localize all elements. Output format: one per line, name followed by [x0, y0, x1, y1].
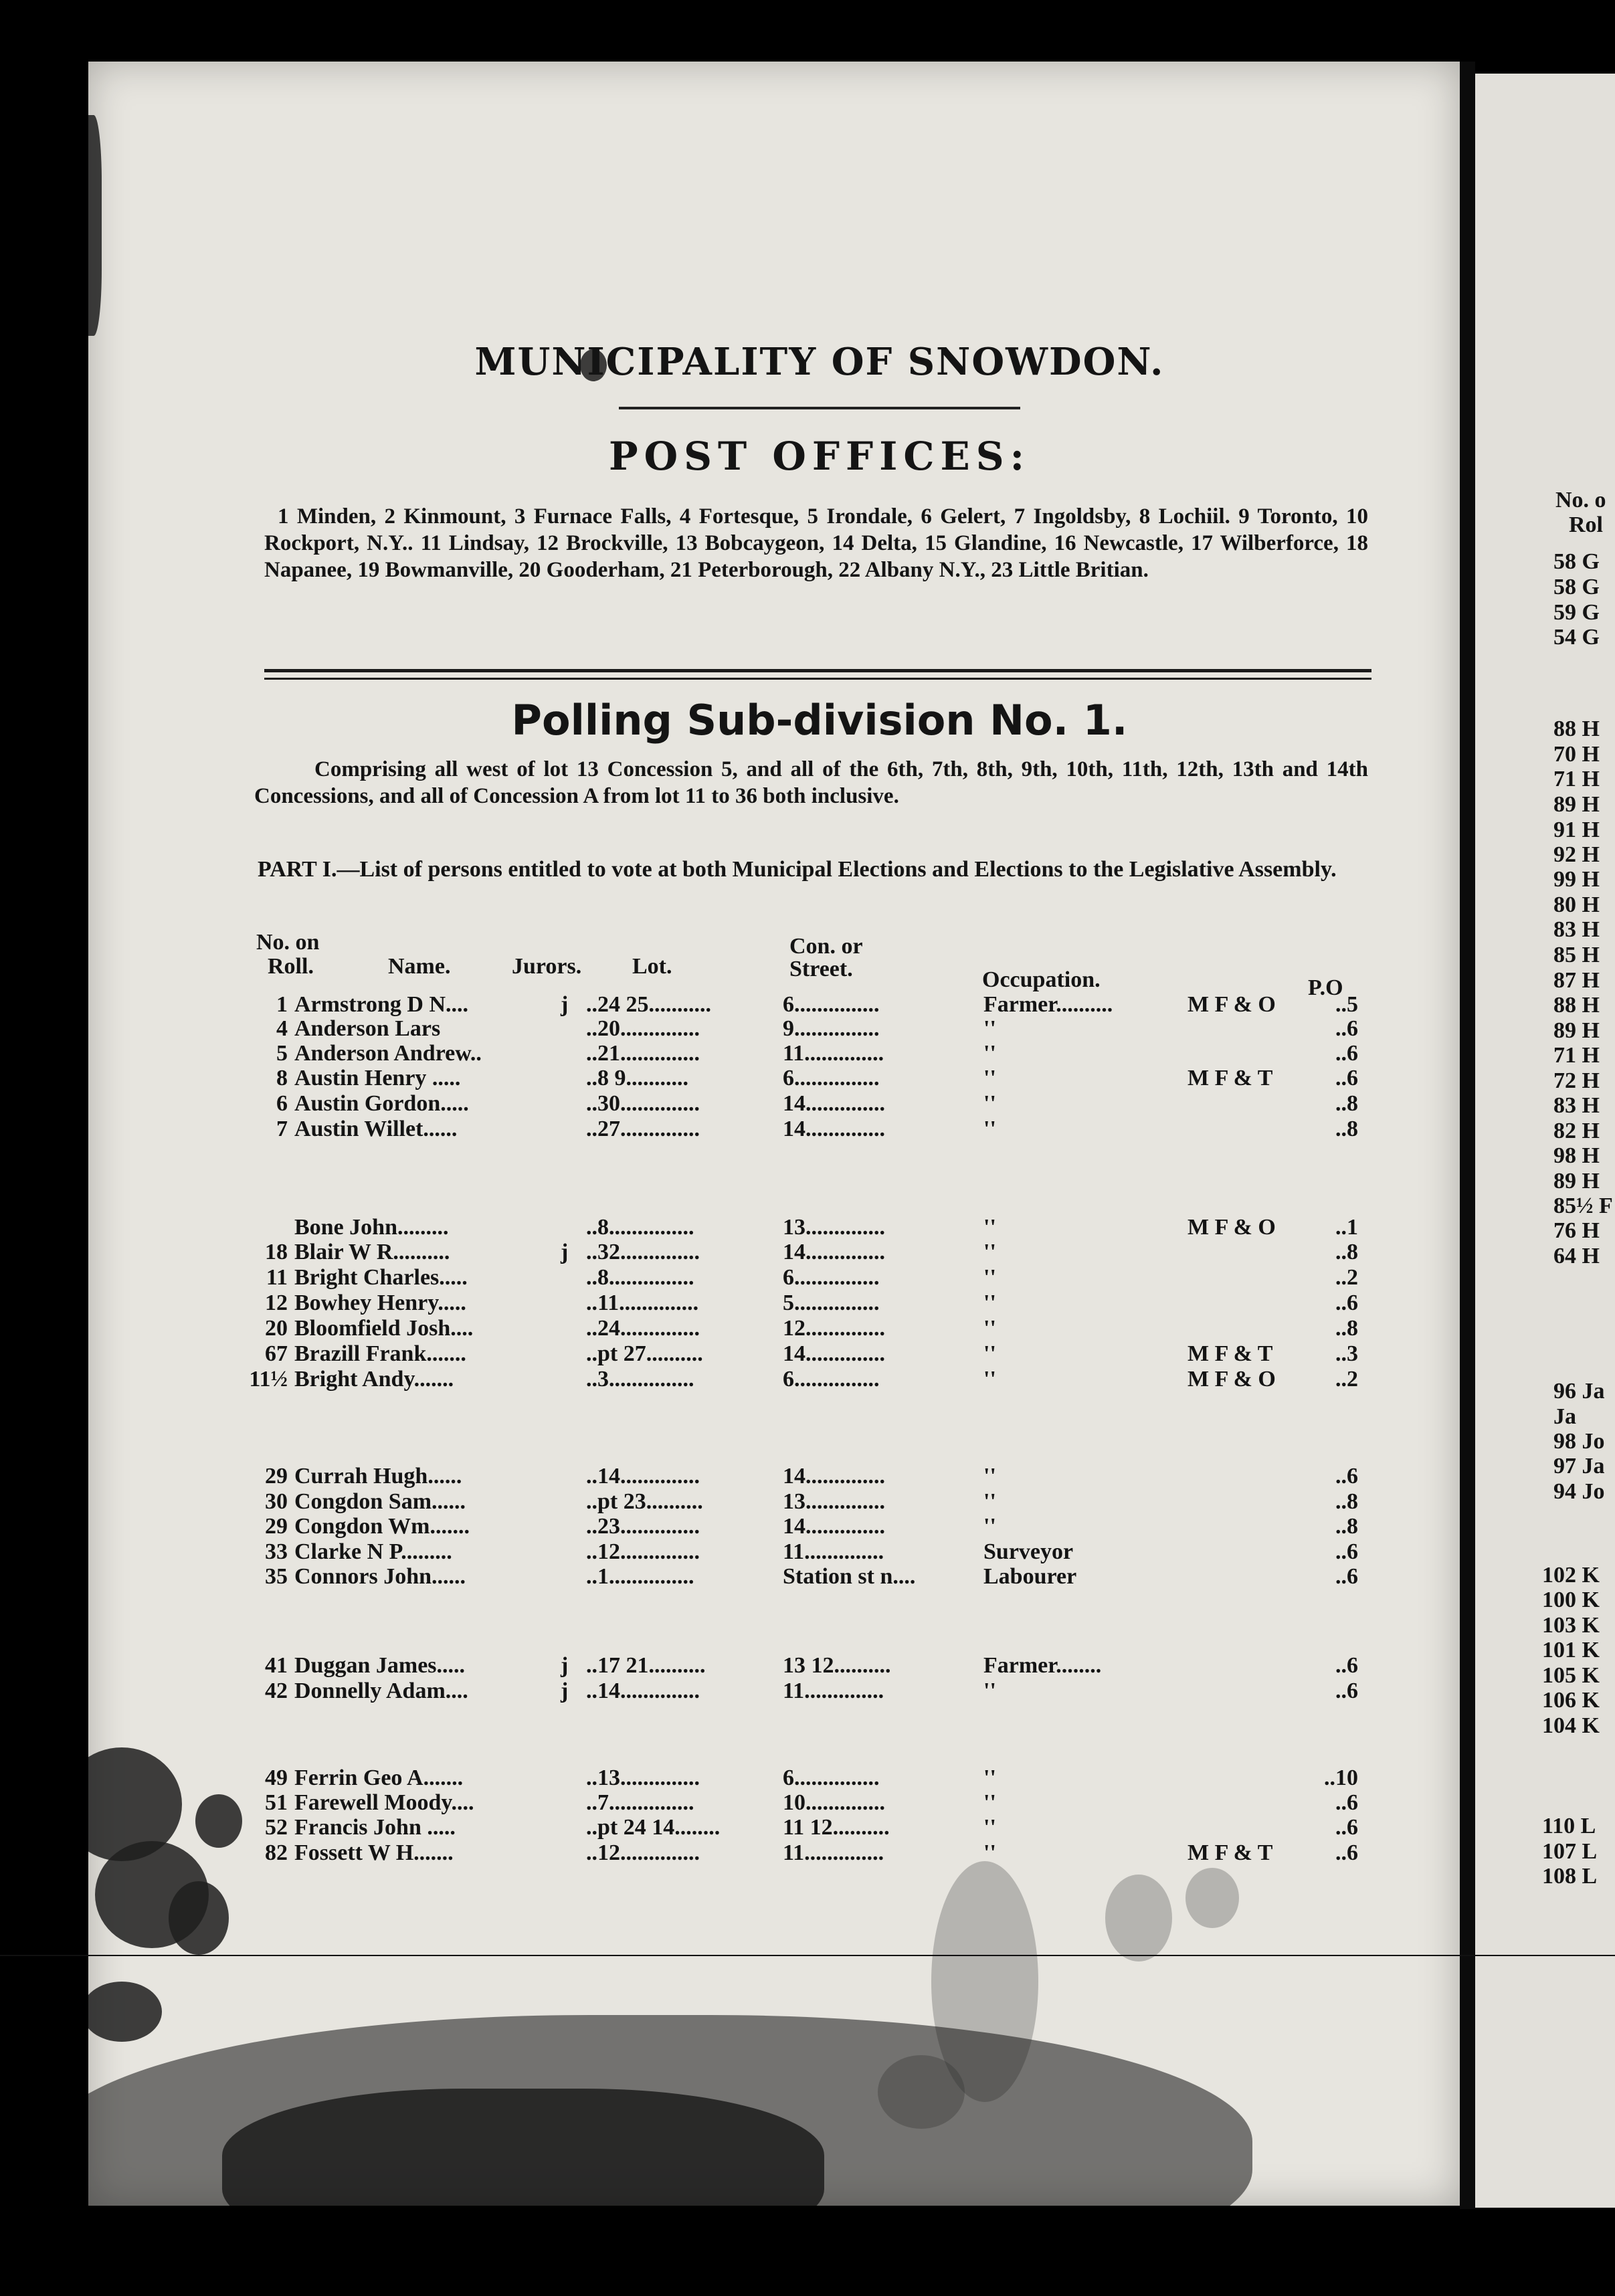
cell-jur: j: [561, 992, 569, 1017]
section-rule-bottom: [264, 678, 1371, 680]
table-row: [0, 1214, 1615, 1241]
cell-lot: ..20..............: [586, 1016, 700, 1041]
cell-con: 6...............: [783, 1765, 880, 1790]
table-row: [0, 1678, 1615, 1705]
cell-occ: '': [983, 1765, 996, 1790]
cell-name: Anderson Andrew..: [294, 1041, 482, 1066]
cell-con: 14..............: [783, 1514, 885, 1539]
page-title: MUNICIPALITY OF SNOWDON.: [474, 340, 1165, 384]
right-page-row: 97 Ja: [1553, 1454, 1605, 1478]
cell-po: ..6: [1335, 1041, 1358, 1066]
section-title: Polling Sub-division No. 1.: [511, 696, 1128, 745]
cell-name: Francis John .....: [294, 1815, 456, 1840]
table-row: [0, 1652, 1615, 1679]
cell-con: 11..............: [783, 1679, 884, 1703]
page-edge-damage: [88, 115, 102, 336]
right-page-row: 101 K: [1542, 1638, 1600, 1662]
cell-occ: Farmer........: [983, 1653, 1102, 1678]
cell-con: 6...............: [783, 1265, 880, 1290]
cell-occ: '': [983, 1240, 996, 1264]
right-page-row: 71 H: [1553, 767, 1600, 791]
table-row: [0, 1090, 1615, 1117]
cell-no: 20: [265, 1316, 288, 1341]
cell-lot: ..21..............: [586, 1041, 700, 1066]
section-rule-top: [264, 669, 1371, 672]
cell-con: 11..............: [783, 1539, 884, 1564]
cell-lot: ..23..............: [586, 1514, 700, 1539]
table-row: [0, 1065, 1615, 1092]
cell-occ: '': [983, 1066, 996, 1090]
cell-lot: ..24..............: [586, 1316, 700, 1341]
cell-occ: '': [983, 1489, 996, 1514]
cell-con: 10..............: [783, 1790, 885, 1815]
cell-po: ..2: [1335, 1367, 1358, 1392]
table-row: [0, 1040, 1615, 1067]
cell-occ: Farmer..........: [983, 992, 1113, 1017]
table-row: [0, 1264, 1615, 1291]
right-page-row: 89 H: [1553, 792, 1600, 817]
cell-po: ..8: [1335, 1316, 1358, 1341]
cell-no: 12: [265, 1290, 288, 1315]
right-page-row: 104 K: [1542, 1713, 1600, 1738]
cell-con: 13..............: [783, 1489, 885, 1514]
cell-no: 11½: [249, 1367, 288, 1392]
table-row: [0, 1539, 1615, 1565]
col-header-po: P.O: [1308, 975, 1343, 1000]
cell-occ: '': [983, 1514, 996, 1539]
cell-con: 11 12..........: [783, 1815, 890, 1840]
right-page-row: 88 H: [1553, 716, 1600, 741]
cell-no: 11: [266, 1265, 288, 1290]
right-page-row: 89 H: [1553, 1169, 1600, 1193]
cell-name: Fossett W H.......: [294, 1840, 454, 1865]
cell-mf: M F & O: [1188, 1215, 1276, 1240]
table-row: [0, 1513, 1615, 1540]
cell-name: Bone John.........: [294, 1215, 449, 1240]
table-row: [0, 1116, 1615, 1143]
cell-mf: M F & T: [1188, 1840, 1273, 1865]
cell-no: 35: [265, 1564, 288, 1589]
right-page-row: 85½ F: [1553, 1193, 1613, 1218]
cell-name: Donnelly Adam....: [294, 1679, 468, 1703]
cell-mf: M F & T: [1188, 1066, 1273, 1090]
right-page-row: 64 H: [1553, 1244, 1600, 1268]
cell-con: 14..............: [783, 1341, 885, 1366]
right-page-row: 87 H: [1553, 968, 1600, 993]
cell-occ: Labourer: [983, 1564, 1077, 1589]
cell-po: ..6: [1335, 1653, 1358, 1678]
cell-occ: '': [983, 1016, 996, 1041]
cell-no: 7: [276, 1117, 288, 1141]
right-page-row: 99 H: [1553, 867, 1600, 892]
cell-po: ..6: [1335, 1840, 1358, 1865]
cell-con: 5...............: [783, 1290, 880, 1315]
cell-mf: M F & O: [1188, 992, 1276, 1017]
cell-lot: ..12..............: [586, 1539, 700, 1564]
cell-name: Currah Hugh......: [294, 1464, 462, 1489]
right-page-row: 88 H: [1553, 993, 1600, 1018]
cell-no: 51: [265, 1790, 288, 1815]
cell-name: Blair W R..........: [294, 1240, 450, 1264]
table-row: [0, 1790, 1615, 1816]
right-page-row: 98 H: [1553, 1143, 1600, 1168]
cell-name: Congdon Sam......: [294, 1489, 466, 1514]
cell-lot: ..7...............: [586, 1790, 694, 1815]
cell-lot: ..8...............: [586, 1215, 694, 1240]
cell-name: Ferrin Geo A.......: [294, 1765, 464, 1790]
cell-no: 4: [276, 1016, 288, 1041]
cell-name: Bright Charles.....: [294, 1265, 468, 1290]
water-stain: [88, 1982, 162, 2042]
right-page-row: 76 H: [1553, 1218, 1600, 1243]
table-row: [0, 1315, 1615, 1342]
table-row: [0, 1290, 1615, 1317]
scan-line: [0, 1955, 1615, 1956]
cell-occ: Surveyor: [983, 1539, 1074, 1564]
cell-con: 6...............: [783, 1066, 880, 1090]
cell-lot: ..14..............: [586, 1679, 700, 1703]
cell-lot: ..24 25...........: [586, 992, 711, 1017]
bottom-stain: [222, 2089, 824, 2206]
water-stain: [169, 1881, 229, 1955]
right-page-row: Ja: [1553, 1404, 1576, 1429]
water-stain: [1105, 1875, 1172, 1962]
right-page-row: 92 H: [1553, 842, 1600, 867]
col-header-lot: Lot.: [632, 954, 672, 979]
cell-occ: '': [983, 1091, 996, 1116]
right-page-row: 100 K: [1542, 1588, 1600, 1612]
table-row: [0, 1463, 1615, 1490]
right-page-row: 59 G: [1553, 600, 1600, 625]
cell-no: 49: [265, 1765, 288, 1790]
right-page-row: 105 K: [1542, 1663, 1600, 1688]
cell-jur: j: [561, 1679, 569, 1703]
right-page-row: 82 H: [1553, 1119, 1600, 1143]
cell-lot: ..13..............: [586, 1765, 700, 1790]
cell-occ: '': [983, 1041, 996, 1066]
cell-no: 8: [276, 1066, 288, 1090]
cell-no: 67: [265, 1341, 288, 1366]
cell-po: ..8: [1335, 1117, 1358, 1141]
water-stain: [1185, 1868, 1239, 1928]
cell-con: 14..............: [783, 1091, 885, 1116]
right-page-row: 98 Jo: [1553, 1429, 1605, 1454]
title-rule: [619, 407, 1020, 409]
post-offices-heading: POST OFFICES:: [608, 434, 1031, 479]
cell-occ: '': [983, 1316, 996, 1341]
cell-lot: ..17 21..........: [586, 1653, 706, 1678]
cell-name: Armstrong D N....: [294, 992, 469, 1017]
cell-po: ..6: [1335, 1016, 1358, 1041]
cell-po: ..2: [1335, 1265, 1358, 1290]
cell-con: 11..............: [783, 1041, 884, 1066]
cell-occ: '': [983, 1679, 996, 1703]
cell-lot: ..8 9...........: [586, 1066, 688, 1090]
cell-lot: ..8...............: [586, 1265, 694, 1290]
table-row: [0, 1239, 1615, 1266]
cell-no: 33: [265, 1539, 288, 1564]
right-page-row: 71 H: [1553, 1043, 1600, 1068]
cell-mf: M F & O: [1188, 1367, 1276, 1392]
cell-po: ..3: [1335, 1341, 1358, 1366]
cell-name: Farewell Moody....: [294, 1790, 474, 1815]
cell-occ: '': [983, 1341, 996, 1366]
table-row: [0, 1765, 1615, 1792]
cell-jur: j: [561, 1653, 569, 1678]
right-page-header: Rol: [1569, 512, 1603, 537]
table-row: [0, 1341, 1615, 1367]
col-header-occupation: Occupation.: [982, 967, 1101, 992]
cell-po: ..6: [1335, 1290, 1358, 1315]
cell-con: 14..............: [783, 1464, 885, 1489]
cell-lot: ..pt 27..........: [586, 1341, 703, 1366]
cell-occ: '': [983, 1290, 996, 1315]
table-row: [0, 1563, 1615, 1590]
right-page-row: 70 H: [1553, 742, 1600, 767]
cell-jur: j: [561, 1240, 569, 1264]
cell-po: ..8: [1335, 1091, 1358, 1116]
col-header-no-line1: No. on: [256, 930, 320, 955]
cell-con: 12..............: [783, 1316, 885, 1341]
table-row: [0, 1366, 1615, 1393]
cell-po: ..8: [1335, 1240, 1358, 1264]
right-page-row: 103 K: [1542, 1613, 1600, 1638]
cell-no: 29: [265, 1514, 288, 1539]
cell-po: ..6: [1335, 1539, 1358, 1564]
right-page-row: 107 L: [1542, 1839, 1598, 1864]
table-row: [0, 1489, 1615, 1515]
col-header-con-line2: Street.: [789, 957, 853, 981]
cell-name: Brazill Frank.......: [294, 1341, 466, 1366]
cell-con: Station st n....: [783, 1564, 916, 1589]
cell-name: Connors John......: [294, 1564, 466, 1589]
cell-lot: ..27..............: [586, 1117, 700, 1141]
cell-name: Bowhey Henry.....: [294, 1290, 466, 1315]
cell-po: ..6: [1335, 1564, 1358, 1589]
col-header-name: Name.: [388, 954, 451, 979]
cell-po: ..8: [1335, 1489, 1358, 1514]
cell-lot: ..pt 23..........: [586, 1489, 703, 1514]
cell-name: Austin Henry .....: [294, 1066, 461, 1090]
right-page-row: 83 H: [1553, 1093, 1600, 1118]
cell-occ: '': [983, 1840, 996, 1865]
cell-po: ..8: [1335, 1514, 1358, 1539]
cell-po: ..10: [1324, 1765, 1358, 1790]
col-header-con-line1: Con. or: [789, 934, 863, 959]
table-row: [0, 1016, 1615, 1042]
cell-po: ..6: [1335, 1679, 1358, 1703]
cell-occ: '': [983, 1790, 996, 1815]
cell-name: Clarke N P.........: [294, 1539, 452, 1564]
cell-occ: '': [983, 1265, 996, 1290]
cell-po: ..6: [1335, 1066, 1358, 1090]
cell-con: 14..............: [783, 1240, 885, 1264]
right-page-row: 106 K: [1542, 1688, 1600, 1713]
cell-po: ..6: [1335, 1815, 1358, 1840]
right-page-row: 85 H: [1553, 943, 1600, 967]
cell-mf: M F & T: [1188, 1341, 1273, 1366]
cell-name: Duggan James.....: [294, 1653, 466, 1678]
cell-con: 13..............: [783, 1215, 885, 1240]
right-page-row: 83 H: [1553, 917, 1600, 942]
cell-po: ..5: [1335, 992, 1358, 1017]
cell-no: 52: [265, 1815, 288, 1840]
right-page-row: 58 G: [1553, 575, 1600, 599]
table-row: [0, 1814, 1615, 1841]
cell-lot: ..pt 24 14........: [586, 1815, 721, 1840]
cell-no: 6: [276, 1091, 288, 1116]
cell-no: 82: [265, 1840, 288, 1865]
cell-name: Bright Andy.......: [294, 1367, 454, 1392]
cell-name: Anderson Lars: [294, 1016, 441, 1041]
cell-no: 5: [276, 1041, 288, 1066]
right-page-row: 91 H: [1553, 818, 1600, 842]
section-description: Comprising all west of lot 13 Concession 5, and all of the 6th, 7th, 8th, 9th, 10th, 11th, 12th, 13th and 14th Concessions, and all of Concession A from lot 11 to 36 both inclusive.: [254, 757, 1368, 808]
cell-lot: ..12..............: [586, 1840, 700, 1865]
right-page-row: 89 H: [1553, 1018, 1600, 1043]
right-page-row: 72 H: [1553, 1068, 1600, 1093]
cell-name: Bloomfield Josh....: [294, 1316, 474, 1341]
cell-no: 1: [276, 992, 288, 1017]
cell-po: ..1: [1335, 1215, 1358, 1240]
right-page-header: No. o: [1555, 488, 1606, 512]
right-page-row: 108 L: [1542, 1864, 1598, 1889]
cell-con: 14..............: [783, 1117, 885, 1141]
cell-name: Austin Gordon.....: [294, 1091, 469, 1116]
cell-occ: '': [983, 1464, 996, 1489]
cell-con: 11..............: [783, 1840, 884, 1865]
cell-con: 9...............: [783, 1016, 880, 1041]
cell-lot: ..30..............: [586, 1091, 700, 1116]
cell-no: 30: [265, 1489, 288, 1514]
cell-occ: '': [983, 1815, 996, 1840]
cell-con: 13 12..........: [783, 1653, 891, 1678]
right-page-row: 94 Jo: [1553, 1479, 1605, 1504]
table-row: [0, 1840, 1615, 1867]
post-offices-list: 1 Minden, 2 Kinmount, 3 Furnace Falls, 4 Fortesque, 5 Irondale, 6 Gelert, 7 Ingoldsby, 8 Lochiil. 9 Toronto, 10 Rockport, N.Y.. 11 Lindsay, 12 Brockville, 13 Bobcaygeon, 14 Delta, 15 Glandine, 16 Newcastle, 17 Wilberforce, 18 Napanee, 19 Bowmanville, 20 Gooderham, 21 Peterborough, 22 Albany N.Y., 23 Little Britian.: [264, 504, 1368, 582]
cell-po: ..6: [1335, 1790, 1358, 1815]
cell-po: ..6: [1335, 1464, 1358, 1489]
cell-con: 6...............: [783, 1367, 880, 1392]
col-header-no-line2: Roll.: [268, 954, 314, 979]
right-page-row: 80 H: [1553, 892, 1600, 917]
cell-no: 41: [265, 1653, 288, 1678]
cell-no: 18: [265, 1240, 288, 1264]
cell-lot: ..1...............: [586, 1564, 694, 1589]
right-page-row: 110 L: [1542, 1814, 1596, 1838]
right-page-row: 54 G: [1553, 625, 1600, 650]
table-row: [0, 991, 1615, 1018]
cell-name: Austin Willet......: [294, 1117, 458, 1141]
cell-lot: ..3...............: [586, 1367, 694, 1392]
cell-no: 29: [265, 1464, 288, 1489]
cell-lot: ..14..............: [586, 1464, 700, 1489]
cell-occ: '': [983, 1215, 996, 1240]
right-page-row: 58 G: [1553, 549, 1600, 574]
cell-no: 42: [265, 1679, 288, 1703]
cell-name: Congdon Wm.......: [294, 1514, 470, 1539]
cell-lot: ..32..............: [586, 1240, 700, 1264]
right-page-row: 102 K: [1542, 1563, 1600, 1588]
right-page-row: 96 Ja: [1553, 1379, 1605, 1404]
part-heading: PART I.—List of persons entitled to vote at both Municipal Elections and Elections to the Legislative Assembly.: [258, 857, 1337, 882]
cell-lot: ..11..............: [586, 1290, 699, 1315]
col-header-jurors: Jurors.: [512, 954, 582, 979]
cell-con: 6...............: [783, 992, 880, 1017]
cell-occ: '': [983, 1367, 996, 1392]
cell-occ: '': [983, 1117, 996, 1141]
